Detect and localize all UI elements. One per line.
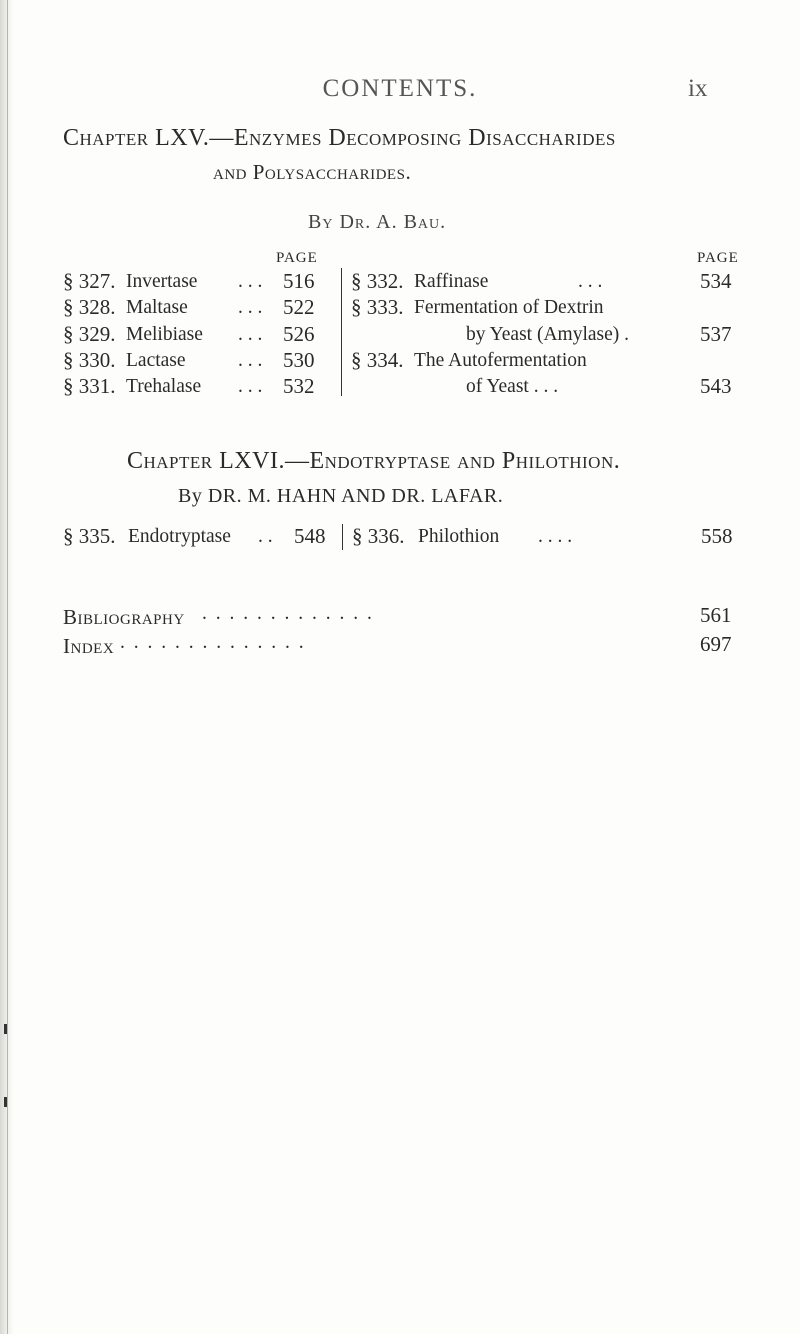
index-label: Index bbox=[63, 634, 115, 658]
toc-page-number: 530 bbox=[283, 348, 315, 372]
running-title: CONTENTS. bbox=[322, 75, 478, 102]
toc-section-number: § 328. bbox=[63, 295, 116, 319]
chapter-66-heading: Chapter LXVI.—Endotryptase and Philothion. bbox=[127, 448, 621, 474]
toc-section-number: § 331. bbox=[63, 374, 116, 398]
toc-section-number: § 329. bbox=[63, 322, 116, 346]
toc-entry-title: The Autofermentation bbox=[414, 350, 587, 371]
toc-section-number: § 330. bbox=[63, 348, 116, 372]
toc-section-number: § 327. bbox=[63, 269, 116, 293]
toc-entry-title: Melibiase bbox=[126, 324, 203, 345]
toc-leader-dots: . . . bbox=[238, 350, 263, 371]
column-divider bbox=[341, 268, 342, 396]
binding-edge-line bbox=[7, 0, 8, 1334]
toc-page-number: 532 bbox=[283, 374, 315, 398]
chapter-65-author: By Dr. A. Bau. bbox=[308, 211, 447, 233]
toc-leader-dots: . . . bbox=[238, 376, 263, 397]
toc-leader-dots: . . . bbox=[238, 297, 263, 318]
column-divider bbox=[342, 524, 343, 550]
toc-entry-title: Raffinase bbox=[414, 271, 489, 292]
chapter-65-heading-line1: Chapter LXV.—Enzymes Decomposing Disaccharides bbox=[63, 125, 616, 151]
margin-mark bbox=[4, 1097, 7, 1107]
page-number: ix bbox=[688, 75, 708, 102]
bibliography-label: Bibliography bbox=[63, 605, 185, 629]
chapter-66-author: By DR. M. HAHN AND DR. LAFAR. bbox=[178, 485, 504, 507]
toc-entry-title: Maltase bbox=[126, 297, 188, 318]
toc-section-number: § 336. bbox=[352, 524, 405, 548]
toc-entry-title: Invertase bbox=[126, 271, 198, 292]
toc-entry-title: Fermentation of Dextrin bbox=[414, 297, 604, 318]
toc-entry-title: Trehalase bbox=[126, 376, 202, 397]
toc-section-number: § 334. bbox=[351, 348, 404, 372]
toc-entry-title-continued: of Yeast . . . bbox=[466, 376, 559, 397]
toc-entry-title: Endotryptase bbox=[128, 526, 231, 547]
toc-page-number: 526 bbox=[283, 322, 315, 346]
toc-leader-dots: . . . bbox=[238, 324, 263, 345]
toc-entry-title-continued: by Yeast (Amylase) . bbox=[466, 324, 630, 345]
toc-section-number: § 332. bbox=[351, 269, 404, 293]
toc-section-number: § 333. bbox=[351, 295, 404, 319]
toc-page-number: 537 bbox=[700, 322, 732, 346]
toc-page-number: 548 bbox=[294, 524, 326, 548]
toc-page-number: 522 bbox=[283, 295, 315, 319]
page-column-label-right: PAGE bbox=[697, 250, 739, 266]
toc-leader-dots: . . . . . . . . . . . . . bbox=[202, 603, 374, 624]
toc-page-number: 534 bbox=[700, 269, 732, 293]
toc-page-number: 516 bbox=[283, 269, 315, 293]
toc-leader-dots: . . . bbox=[578, 271, 603, 292]
toc-leader-dots: . . bbox=[258, 526, 273, 547]
toc-leader-dots: . . . . bbox=[538, 526, 573, 547]
toc-entry-title: Lactase bbox=[126, 350, 186, 371]
toc-page-number: 697 bbox=[700, 632, 732, 656]
toc-page-number: 561 bbox=[700, 603, 732, 627]
margin-mark bbox=[4, 1024, 7, 1034]
toc-entry-title: Philothion bbox=[418, 526, 500, 547]
toc-page-number: 558 bbox=[701, 524, 733, 548]
page-column-label-left: PAGE bbox=[276, 250, 318, 266]
toc-leader-dots: . . . bbox=[238, 271, 263, 292]
chapter-65-heading-line2: and Polysaccharides. bbox=[213, 160, 412, 184]
toc-page-number: 543 bbox=[700, 374, 732, 398]
toc-leader-dots: . . . . . . . . . . . . . . bbox=[120, 632, 306, 653]
toc-section-number: § 335. bbox=[63, 524, 116, 548]
